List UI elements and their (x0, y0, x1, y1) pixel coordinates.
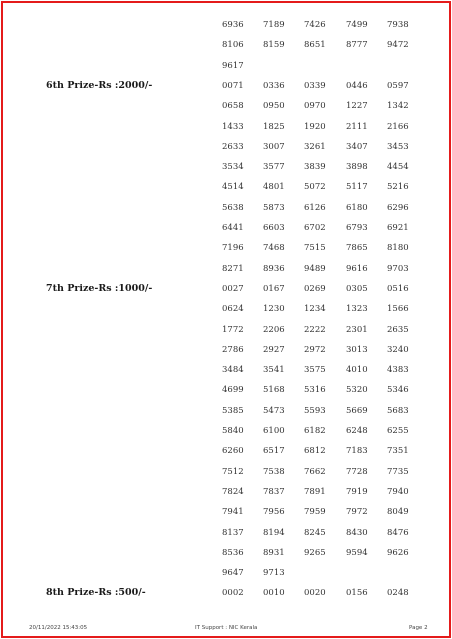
ticket-number: 0336 (263, 80, 285, 91)
ticket-number: 6248 (346, 426, 368, 436)
footer-page-number: Page 2 (409, 625, 428, 631)
ticket-number: 2206 (263, 324, 285, 335)
ticket-number: 6182 (304, 426, 326, 436)
ticket-number: 5320 (346, 385, 368, 396)
document-page (1, 1, 451, 638)
ticket-number: 0970 (304, 101, 326, 112)
ticket-number: 0269 (304, 283, 326, 294)
ticket-number: 8936 (263, 263, 285, 274)
ticket-number: 1230 (263, 304, 285, 315)
ticket-number: 8159 (263, 40, 285, 51)
ticket-number: 1433 (222, 121, 244, 132)
ticket-number: 3261 (304, 141, 326, 152)
ticket-number: 7515 (304, 243, 326, 254)
ticket-number: 0305 (346, 283, 368, 294)
ticket-number: 4514 (222, 182, 244, 193)
ticket-number: 3240 (387, 344, 409, 355)
ticket-number: 1920 (304, 121, 326, 132)
ticket-number: 1342 (387, 101, 409, 112)
ticket-number: 0248 (387, 588, 409, 599)
ticket-number: 3839 (304, 162, 326, 173)
ticket-number: 7499 (346, 20, 368, 30)
ticket-number: 3577 (263, 162, 285, 173)
ticket-number: 4010 (346, 365, 368, 376)
ticket-number: 7735 (387, 466, 409, 477)
ticket-number: 5873 (263, 202, 285, 213)
ticket-number: 3534 (222, 162, 244, 173)
ticket-number: 0950 (263, 101, 285, 112)
ticket-number: 7196 (222, 243, 244, 254)
ticket-number: 8430 (346, 527, 368, 538)
ticket-number: 2927 (263, 344, 285, 355)
ticket-number: 4801 (263, 182, 285, 193)
ticket-number: 5683 (387, 405, 409, 416)
ticket-number: 5593 (304, 405, 326, 416)
prize-heading: 8th Prize-Rs :500/- (46, 587, 146, 599)
ticket-number: 7351 (387, 446, 409, 457)
ticket-number: 5216 (387, 182, 409, 193)
ticket-number: 6702 (304, 223, 326, 233)
ticket-number: 8777 (346, 40, 368, 51)
ticket-number: 2635 (387, 324, 409, 335)
ticket-number: 5473 (263, 405, 285, 416)
ticket-number: 4383 (387, 365, 409, 376)
ticket-number: 3575 (304, 365, 326, 376)
ticket-number: 7189 (263, 20, 285, 30)
ticket-number: 6296 (387, 202, 409, 213)
ticket-number: 8651 (304, 40, 326, 51)
ticket-number: 0071 (222, 80, 244, 91)
ticket-number: 2633 (222, 141, 244, 152)
ticket-number: 7512 (222, 466, 244, 477)
ticket-number: 4699 (222, 385, 244, 396)
ticket-number: 3407 (346, 141, 368, 152)
ticket-number: 3013 (346, 344, 368, 355)
ticket-number: 0597 (387, 80, 409, 91)
ticket-number: 9594 (346, 547, 368, 558)
ticket-number: 0027 (222, 283, 244, 294)
ticket-number: 7941 (222, 507, 244, 518)
footer-support: IT Support : NIC Kerala (195, 625, 258, 631)
ticket-number: 9647 (222, 568, 244, 579)
ticket-number: 7468 (263, 243, 285, 254)
ticket-number: 5669 (346, 405, 368, 416)
ticket-number: 7938 (387, 20, 409, 30)
ticket-number: 7728 (346, 466, 368, 477)
ticket-number: 7662 (304, 466, 326, 477)
ticket-number: 0167 (263, 283, 285, 294)
footer-timestamp: 20/11/2022 15:43:05 (29, 625, 88, 631)
ticket-number: 0156 (346, 588, 368, 599)
ticket-number: 3541 (263, 365, 285, 376)
ticket-number: 1825 (263, 121, 285, 132)
ticket-number: 6921 (387, 223, 409, 233)
ticket-number: 9489 (304, 263, 326, 274)
ticket-number: 5385 (222, 405, 244, 416)
ticket-number: 7972 (346, 507, 368, 518)
ticket-number: 7183 (346, 446, 368, 457)
ticket-number: 0010 (263, 588, 285, 599)
ticket-number: 9616 (346, 263, 368, 274)
ticket-number: 8271 (222, 263, 244, 274)
ticket-number: 5638 (222, 202, 244, 213)
prize-heading: 7th Prize-Rs :1000/- (46, 282, 153, 294)
ticket-number: 6812 (304, 446, 326, 457)
ticket-number: 0020 (304, 588, 326, 599)
ticket-number: 8931 (263, 547, 285, 558)
ticket-number: 3007 (263, 141, 285, 152)
ticket-number: 7426 (304, 20, 326, 30)
ticket-number: 5117 (346, 182, 368, 193)
ticket-number: 7956 (263, 507, 285, 518)
ticket-number: 6441 (222, 223, 244, 233)
ticket-number: 7824 (222, 486, 244, 497)
prize-heading: 6th Prize-Rs :2000/- (46, 79, 153, 91)
ticket-number: 5840 (222, 426, 244, 436)
ticket-number: 7891 (304, 486, 326, 497)
ticket-number: 7538 (263, 466, 285, 477)
ticket-number: 5316 (304, 385, 326, 396)
ticket-number: 2166 (387, 121, 409, 132)
ticket-number: 6793 (346, 223, 368, 233)
ticket-number: 6180 (346, 202, 368, 213)
ticket-number: 0339 (304, 80, 326, 91)
ticket-number: 9713 (263, 568, 285, 579)
ticket-number: 8137 (222, 527, 244, 538)
ticket-number: 6126 (304, 202, 326, 213)
ticket-number: 7959 (304, 507, 326, 518)
ticket-number: 8106 (222, 40, 244, 51)
ticket-number: 7919 (346, 486, 368, 497)
ticket-number: 8536 (222, 547, 244, 558)
ticket-number: 5072 (304, 182, 326, 193)
ticket-number: 0658 (222, 101, 244, 112)
ticket-number: 0002 (222, 588, 244, 599)
ticket-number: 8194 (263, 527, 285, 538)
ticket-number: 7940 (387, 486, 409, 497)
ticket-number: 2301 (346, 324, 368, 335)
ticket-number: 0624 (222, 304, 244, 315)
ticket-number: 2786 (222, 344, 244, 355)
ticket-number: 6517 (263, 446, 285, 457)
ticket-number: 7837 (263, 486, 285, 497)
ticket-number: 1323 (346, 304, 368, 315)
ticket-number: 5346 (387, 385, 409, 396)
ticket-number: 1772 (222, 324, 244, 335)
ticket-number: 2222 (304, 324, 326, 335)
ticket-number: 7865 (346, 243, 368, 254)
ticket-number: 0446 (346, 80, 368, 91)
ticket-number: 1234 (304, 304, 326, 315)
ticket-number: 6100 (263, 426, 285, 436)
ticket-number: 9617 (222, 60, 244, 71)
ticket-number: 8476 (387, 527, 409, 538)
ticket-number: 6936 (222, 20, 244, 30)
ticket-number: 9703 (387, 263, 409, 274)
ticket-number: 0516 (387, 283, 409, 294)
ticket-number: 1566 (387, 304, 409, 315)
ticket-number: 9626 (387, 547, 409, 558)
ticket-number: 9472 (387, 40, 409, 51)
ticket-number: 8180 (387, 243, 409, 254)
ticket-number: 1227 (346, 101, 368, 112)
ticket-number: 5168 (263, 385, 285, 396)
ticket-number: 2111 (346, 121, 368, 132)
ticket-number: 3484 (222, 365, 244, 376)
ticket-number: 4454 (387, 162, 409, 173)
ticket-number: 8245 (304, 527, 326, 538)
ticket-number: 9265 (304, 547, 326, 558)
ticket-number: 8049 (387, 507, 409, 518)
ticket-number: 2972 (304, 344, 326, 355)
ticket-number: 6255 (387, 426, 409, 436)
ticket-number: 6603 (263, 223, 285, 233)
ticket-number: 3898 (346, 162, 368, 173)
ticket-number: 3453 (387, 141, 409, 152)
ticket-number: 6260 (222, 446, 244, 457)
